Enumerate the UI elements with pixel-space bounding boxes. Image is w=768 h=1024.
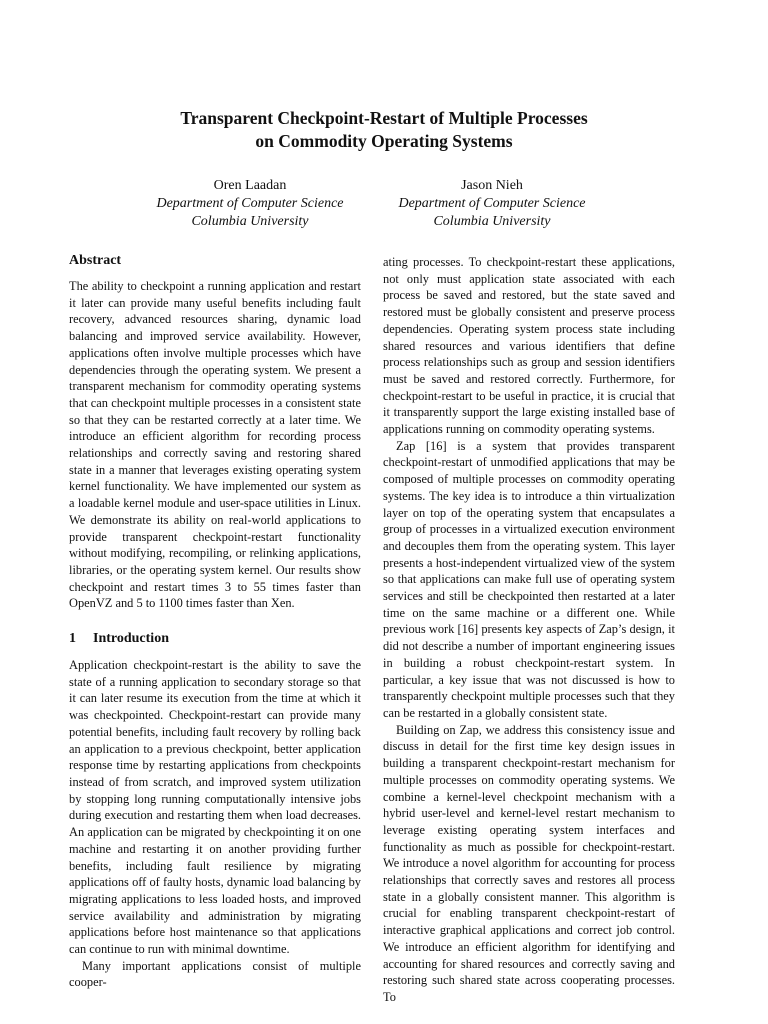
right-paragraph-2: Zap [16] is a system that provides transparent checkpoint-restart of unmodified applications that may be composed of multiple processes on commodity operating systems. The key idea is to introduce a thin virtualization layer on top of the operating system that encapsulates a group of processes in a virtualized execution environment and decouples them from the operating system. This layer presents a host-independent virtualized view of the system so that applications can make full use of operating system services and still be checkpointed then restarted at a later time on the same machine or a different one. While previous work [16] presents key aspects of Zap’s design, it did not describe a number of important engineering issues in building a robust checkpoint-restart system. In particular, a key issue that was not discussed is how to transparently checkpoint multiple processes such that they can be restarted in a globally consistent state. (383, 438, 675, 720)
author-university: Columbia University (433, 214, 551, 229)
title-line-2: on Commodity Operating Systems (255, 131, 513, 151)
right-paragraph-1: ating processes. To checkpoint-restart these applications, not only must application state associated with each process be saved and restored, but the state saved and restored must be globally consistent and preserve process dependencies. Operating system process state including shared resources and various identifiers that define process relationships such as group and session identifiers must be saved and restored correctly. Furthermore, for checkpoint-restart to be useful in practice, it is crucial that it transparently support the large existing installed base of applications running on commodity operating systems. (383, 255, 675, 437)
author-name: Oren Laadan (213, 178, 287, 193)
abstract-text: The ability to checkpoint a running application and restart it later can provide many useful benefits including fault recovery, advanced resources sharing, dynamic load balancing and improved service availability. However, applications often involve multiple processes which have dependencies through the operating system. We present a transparent mechanism for commodity operating systems that can checkpoint multiple processes in a consistent state so that they can be restarted correctly at a later time. We introduce an efficient algorithm for recording process relationships and correctly saving and restoring shared state in a manner that leverages existing operating system kernel functionality. We have implemented our system as a loadable kernel module and user-space utilities in Linux. We demonstrate its ability on real-world applications to provide transparent checkpoint-restart functionality without modifying, recompiling, or relinking applications, libraries, or the operating system kernel. Our results show checkpoint and restart times 3 to 55 times faster than OpenVZ and 5 to 1100 times faster than Xen. (69, 279, 361, 611)
paper-title (60, 107, 708, 153)
title-line-1: Transparent Checkpoint-Restart of Multiple Processes (180, 108, 588, 128)
right-column (383, 254, 675, 1006)
author-department: Department of Computer Science (156, 196, 344, 211)
intro-paragraph-2: Many important applications consist of multiple cooper- (69, 958, 361, 990)
author-block-2 (362, 177, 622, 231)
author-university: Columbia University (191, 214, 309, 229)
introduction-heading (69, 630, 361, 648)
abstract-heading: Abstract (69, 253, 122, 268)
author-name: Jason Nieh (461, 178, 523, 193)
intro-paragraph-1: Application checkpoint-restart is the ability to save the state of a running application to secondary storage so that it can later resume its execution from the time at which it was checkpointed. Checkpoint-restart can provide many potential benefits, including fault recovery by rolling back an application to a previous checkpoint, better application response time by restarting applications from checkpoints instead of from scratch, and improved system utilization by stopping long running computationally intensive jobs during execution and restarting them when load decreases. An application can be migrated by checkpointing it on one machine and restarting it on another providing further benefits, including fault resilience by migrating applications off of faulty hosts, dynamic load balancing by migrating applications to less loaded hosts, and improved service availability and administration by migrating applications before host maintenance so that applications can continue to run with minimal downtime. (69, 658, 361, 957)
section-number: 1 (69, 631, 76, 647)
author-department: Department of Computer Science (398, 196, 586, 211)
section-title: Introduction (93, 631, 169, 647)
left-column (69, 252, 361, 991)
right-paragraph-3: Building on Zap, we address this consistency issue and discuss in detail for the first time key design issues in building a transparent checkpoint-restart mechanism for multiple processes on commodity operating systems. We combine a kernel-level checkpoint mechanism with a hybrid user-level and kernel-level restart mechanism to leverage existing operating system interfaces and functionality as much as possible for checkpoint-restart. We introduce a novel algorithm for accounting for process relationships that correctly saves and restores all process state in a globally consistent manner. This algorithm is crucial for enabling transparent checkpoint-restart of interactive graphical applications and correct job control. We introduce an efficient algorithm for identifying and accounting for shared resources and correctly saving and restoring such shared state across cooperating processes. To (383, 722, 675, 1004)
author-block-1 (120, 177, 380, 231)
